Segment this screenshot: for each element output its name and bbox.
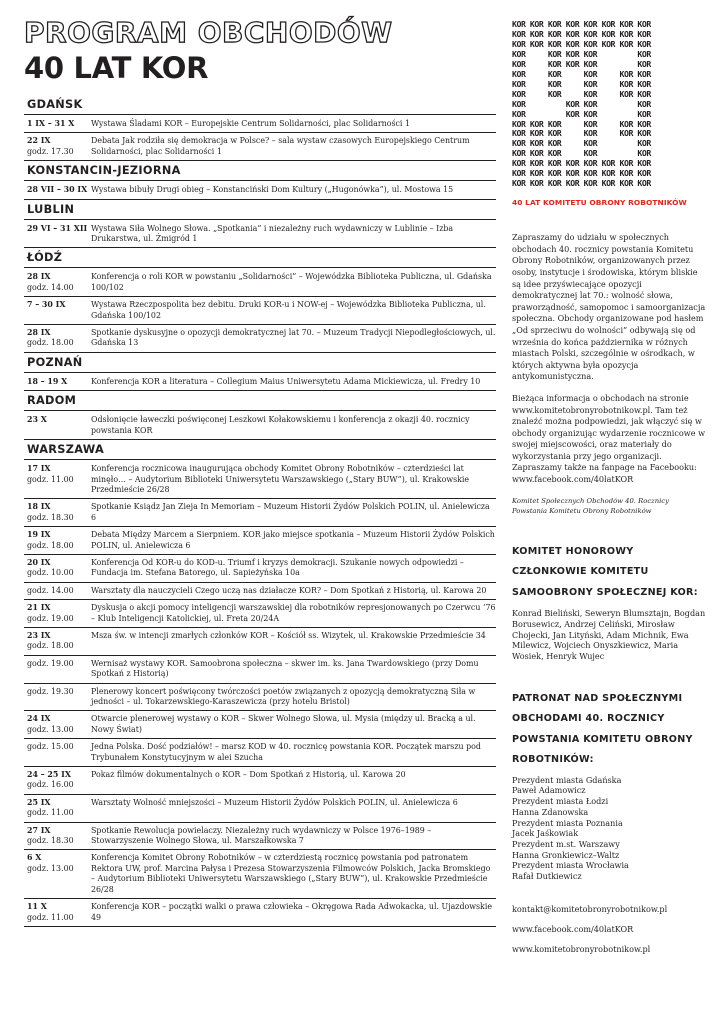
patron-line: Rafał Dutkiewicz [512,871,582,882]
event-row [24,899,496,927]
event-row [24,850,496,899]
heading-line: KOMITET HONOROWY [512,545,634,557]
event-date-cell [27,300,91,321]
kor-grid-line: KOR KOR KOR KOR KOR [512,48,651,59]
event-date-cell [27,415,91,436]
event-row [24,325,496,353]
event-description: Konferencja KOR a literatura – Collegium Maius Uniwersytetu Adama Mickiewicza, ul. Fredry 10 [91,376,481,386]
event-row [24,739,496,767]
info-sidebar [512,20,708,955]
city-heading: ŁÓDŹ [24,248,496,268]
event-date: 23 X [27,415,47,425]
event-date-cell [27,826,91,847]
patron-line: Hanna Zdanowska [512,806,589,817]
event-description: Dyskusja o akcji pomocy inteligencji warszawskiej dla robotników represjonowanych po Czerwcu ’76 – Klub Inteligencji Katolickiej, ul. Freta 20/24A [91,603,496,623]
event-date: 18 – 19 X [27,376,68,386]
committee-note [512,496,708,516]
anniversary-title: 40 LAT KOR [24,51,209,85]
event-time: godz. 10.00 [27,568,74,578]
event-row [24,711,496,739]
heading-line: SAMOOBRONY SPOŁECZNEJ KOR: [512,586,698,598]
event-row [24,116,496,133]
event-date-cell [27,502,91,523]
event-time: godz. 13.00 [27,724,74,734]
event-date-cell [27,328,91,349]
event-description: Konferencja rocznicowa inaugurująca obchody Komitet Obrony Robotników – czterdzieści lat minęło… – Audytorium Biblioteki Uniwersytetu Warszawskiego („Stary BUW”), ul. Krakowskie Przedmieście 26/28 [91,464,470,494]
heading-line: OBCHODAMI 40. ROCZNICY [512,713,665,725]
event-time: godz. 11.00 [27,808,74,818]
heading-line: CZŁONKOWIE KOMITETU [512,566,649,578]
event-time: godz. 19.00 [27,613,74,623]
event-date: 27 IX [27,825,51,835]
patron-line: Prezydent m.st. Warszawy [512,838,620,849]
city-heading: LUBLIN [24,200,496,220]
event-date-cell [27,377,91,387]
event-date: 11 X [27,902,47,912]
event-description: Plenerowy koncert poświęcony twórczości poetów związanych z opozycją demokratyczną Siła w jedności – ul. Tokarzewskiego-Karaszewicza (przy hotelu Bristol) [91,686,476,706]
patron-line: Prezydent miasta Łodzi [512,796,609,807]
event-row [24,600,496,628]
honor-committee-names: Konrad Bieliński, Seweryn Blumsztajn, Bogdan Borusewicz, Andrzej Celiński, Mirosław Chojecki, Jan Lityński, Adam Michnik, Ewa Milewicz, Wojciech Onyszkiewicz, Maria Wosiek, Henryk Wujec [512,608,706,661]
event-date-cell [27,558,91,579]
event-date-cell [27,742,91,763]
event-date-cell [27,530,91,551]
facebook-link[interactable]: www.facebook.com/40latKOR [512,923,634,934]
event-time: godz. 18.30 [27,512,74,522]
event-sections [24,95,496,927]
event-row [24,555,496,583]
kor-grid-line: KOR KOR KOR KOR KOR KOR KOR KOR [512,38,651,49]
event-row [24,412,496,440]
event-row [24,527,496,555]
event-time: godz. 11.00 [27,912,74,922]
event-date-cell [27,714,91,735]
kor-grid-line: KOR KOR KOR KOR KOR [512,78,651,89]
event-description: Wystawa Śladami KOR – Europejskie Centrum Solidarności, plac Solidarności 1 [91,119,410,128]
kor-grid-line: KOR KOR KOR KOR [512,98,651,109]
event-date-cell [27,631,91,652]
event-date-cell [27,224,91,245]
event-time: godz. 11.00 [27,474,74,484]
heading-line: POWSTANIA KOMITETU OBRONY [512,733,693,745]
event-row [24,823,496,851]
event-description: Spotkanie Rewolucja powielaczy. Niezależny ruch wydawniczy w Polsce 1976–1989 – Stowarzyszenie Wolnego Słowa, ul. Marszałkowska 7 [91,825,432,846]
event-date: 22 IX [27,136,51,146]
patron-line: Jacek Jaśkowiak [512,828,579,839]
event-date-cell [27,853,91,895]
kor-grid-line: KOR KOR KOR KOR KOR KOR KOR KOR [512,28,651,39]
city-heading: POZNAŃ [24,353,496,373]
kor-grid-line: KOR KOR KOR KOR KOR KOR [512,118,651,129]
event-row [24,656,496,684]
event-date-cell [27,770,91,791]
event-date: 19 IX [27,530,51,540]
event-date: 1 IX – 31 X [27,119,75,128]
event-date-cell [27,464,91,495]
event-date-cell [27,136,91,157]
event-date-cell [27,185,91,195]
event-row [24,499,496,527]
kor-grid-line: KOR KOR KOR KOR KOR KOR KOR KOR [512,168,651,179]
event-time: godz. 17.30 [27,146,74,156]
event-description: Odsłonięcie ławeczki poświęconej Leszkowi Kołakowskiemu i konferencja z okazji 40. rocznicy powstania KOR [91,415,470,435]
event-time: godz. 14.00 [27,585,74,595]
event-row [24,182,496,199]
event-row [24,767,496,795]
event-description: Msza św. w intencji zmarłych członków KOR – Kościół ss. Wizytek, ul. Krakowskie Przedmieście 34 [91,630,486,640]
event-description: Konferencja o roli KOR w powstaniu „Solidarności” – Wojewódzka Biblioteka Publiczna, ul. Gdańska 100/102 [91,272,492,292]
contacts [512,904,708,955]
event-description: Konferencja Komitet Obrony Robotników – w czterdziestą rocznicę powstania pod patronatem Rektora UW, prof. Marcina Pałysa i Prezesa Stowarzyszenia Filmowców Polskich, Jacka Bromskiego – Audytorium Biblioteki Uniwersytetu Warszawskiego („Stary BUW”), ul. Krakowskie Przedmieście 26/28 [91,853,491,894]
event-description: Konferencja KOR – początki walki o prawa człowieka – Okręgowa Rada Adwokacka, ul. Ujazdowskie 49 [91,902,493,922]
event-date-cell [27,902,91,923]
event-date-cell [27,798,91,819]
event-date: 24 IX [27,714,51,724]
event-description: Wystawa bibuły Drugi obieg – Konstanciński Dom Kultury („Hugonówka”), ul. Mostowa 15 [91,185,454,195]
patrons-list [512,775,708,882]
info-paragraph: Bieżąca informacja o obchodach na stronie www.komitetobronyrobotnikow.pl. Tam też znaleźć można podpowiedzi, jak włączyć się w obchody organizując wydarzenie rocznicowe w swojej miejscowości, oraz materiały do wykorzystania przy jego organizacji. Zapraszamy także na fanpage na Facebooku: www.facebook.com/40latKOR [512,392,706,485]
kor-grid-line: KOR KOR KOR KOR KOR KOR KOR KOR [512,19,651,29]
committee-note-line: Powstania Komitetu Obrony Robotników [512,506,652,515]
event-row [24,297,496,325]
city-heading: GDAŃSK [24,95,496,115]
kor-grid-line: KOR KOR KOR KOR KOR [512,148,651,159]
kor-grid-line: KOR KOR KOR KOR KOR KOR [512,128,651,139]
intro-paragraph: Zapraszamy do udziału w społecznych obchodach 40. rocznicy powstania Komitetu Obrony Robotników, organizowanych przez osoby, instytucje i środowiska, którym bliskie są idee przyświecające opozycji demokratycznej lat 70.: wolność słowa, praworządność, samopomoc i samoorganizacja społeczna. Obchody organizowane pod hasłem „Od sprzeciwu do wolności” odbywają się od września do końca października w różnych miastach Polski, szczególnie w ośrodkach, w których aktywna była opozycja antykomunistyczna. [512,232,706,382]
event-row [24,461,496,499]
kor-logo-grid [512,20,708,189]
event-row [24,684,496,712]
event-time: godz. 18.00 [27,540,74,550]
program-column [24,18,496,927]
event-date-cell [27,272,91,293]
event-time: godz. 18.00 [27,338,74,348]
event-date-cell [27,586,91,596]
event-description: Wystawa Siła Wolnego Słowa. „Spotkania” i niezależny ruch wydawniczy w Lublinie – Izba Drukarstwa, ul. Żmigród 1 [91,223,454,244]
kor-grid-line: KOR KOR KOR KOR KOR KOR KOR KOR [512,158,651,169]
event-time: godz. 19.00 [27,658,74,668]
honor-committee-heading [512,542,708,604]
kor-grid-line: KOR KOR KOR KOR KOR [512,68,651,79]
event-description: Konferencja Od KOR-u do KOD-u. Triumf i kryzys demokracji. Szukanie nowych odpowiedzi – Fundacja im. Stefana Batorego, ul. Sapieżyńska 10a [91,557,464,578]
event-date: 28 VII – 30 IX [27,185,88,195]
committee-note-line: Komitet Społecznych Obchodów 40. Rocznicy [512,496,669,505]
kor-grid-line: KOR KOR KOR KOR [512,108,651,119]
event-description: Spotkanie Ksiądz Jan Zieja In Memoriam – Muzeum Historii Żydów Polskich POLIN, ul. Anielewicza 6 [91,502,490,522]
event-time: godz. 13.00 [27,863,74,873]
event-date-cell [27,603,91,624]
event-date: 21 IX [27,603,51,613]
website-link[interactable]: www.komitetobronyrobotnikow.pl [512,943,651,954]
event-row [24,221,496,249]
heading-line: PATRONAT NAD SPOŁECZNYMI [512,692,683,704]
event-description: Warsztaty dla nauczycieli Czego uczą nas działacze KOR? – Dom Spotkań z Historią, ul. Karowa 20 [91,585,487,595]
event-row [24,628,496,656]
patron-line: Prezydent miasta Poznania [512,817,623,828]
event-time: godz. 18.30 [27,836,74,846]
event-date: 28 IX [27,328,51,338]
patron-line: Prezydent miasta Gdańska [512,774,622,785]
event-time: godz. 16.00 [27,780,74,790]
city-heading: KONSTANCIN-JEZIORNA [24,161,496,181]
event-date: 7 – 30 IX [27,300,66,310]
event-date-cell [27,687,91,708]
heading-line: ROBOTNIKÓW: [512,754,594,766]
event-description: Spotkanie dyskusyjne o opozycji demokratycznej lat 70. – Muzeum Tradycji Niepodległościowych, ul. Gdańska 13 [91,328,496,348]
event-date: 25 IX [27,797,51,807]
kor-caption: 40 LAT KOMITETU OBRONY ROBOTNIKÓW [512,198,687,208]
event-description: Otwarcie plenerowej wystawy o KOR – Skwer Wolnego Słowa, ul. Mysia (między ul. Bracką a ul. Nowy Świat) [91,714,476,734]
contact-email-link[interactable]: kontakt@komitetobronyrobotnikow.pl [512,903,668,914]
city-heading: RADOM [24,391,496,411]
patron-line: Prezydent miasta Wrocławia [512,860,629,871]
kor-grid-line: KOR KOR KOR KOR KOR [512,88,651,99]
event-row [24,795,496,823]
event-description: Debata Między Marcem a Sierpniem. KOR jako miejsce spotkania – Muzeum Historii Żydów Polskich POLIN, ul. Anielewicza 6 [91,530,495,550]
city-heading: WARSZAWA [24,440,496,460]
event-row [24,269,496,297]
program-title: PROGRAM OBCHODÓW [24,16,393,49]
event-date: 17 IX [27,464,51,474]
event-time: godz. 14.00 [27,282,74,292]
event-date-cell [27,119,91,129]
kor-grid-line: KOR KOR KOR KOR KOR [512,58,651,69]
event-date: 29 VI – 31 XII [27,223,88,233]
event-description: Wernisaż wystawy KOR. Samoobrona społeczna – skwer im. ks. Jana Twardowskiego (przy Domu Spotkań z Historią) [91,658,479,679]
patronage-heading [512,689,708,771]
event-description: Pokaz filmów dokumentalnych o KOR – Dom Spotkań z Historią, ul. Karowa 20 [91,770,406,780]
patron-line: Hanna Gronkiewicz–Waltz [512,849,620,860]
kor-grid-line: KOR KOR KOR KOR KOR KOR KOR KOR [512,178,651,189]
event-description: Wystawa Rzeczpospolita bez debitu. Druki KOR-u i NOW-ej – Wojewódzka Biblioteka Publiczna, ul. Gdańska 100/102 [91,300,486,320]
event-description: Jedna Polska. Dość podziałów! – marsz KOD w 40. rocznicę powstania KOR. Początek marszu pod Trybunałem Konstytucyjnym w alei Szucha [91,742,481,762]
kor-grid-line: KOR KOR KOR KOR KOR [512,138,651,149]
event-date: 23 IX [27,630,51,640]
event-date: 20 IX [27,557,51,567]
event-row [24,374,496,391]
event-row [24,583,496,600]
event-row [24,133,496,161]
patron-line: Paweł Adamowicz [512,785,586,796]
event-description: Debata Jak rodziła się demokracja w Polsce? – sala wystaw czasowych Europejskiego Centrum Solidarności, plac Solidarności 1 [91,136,470,156]
event-description: Warsztaty Wolność mniejszości – Muzeum Historii Żydów Polskich POLIN, ul. Anielewicza 6 [91,797,458,807]
event-date: 24 – 25 IX [27,770,71,780]
event-date: 6 X [27,853,42,863]
event-date-cell [27,659,91,680]
event-date: 28 IX [27,272,51,282]
event-time: godz. 19.30 [27,686,74,696]
event-time: godz. 15.00 [27,742,74,752]
event-time: godz. 18.00 [27,641,74,651]
event-date: 18 IX [27,502,51,512]
